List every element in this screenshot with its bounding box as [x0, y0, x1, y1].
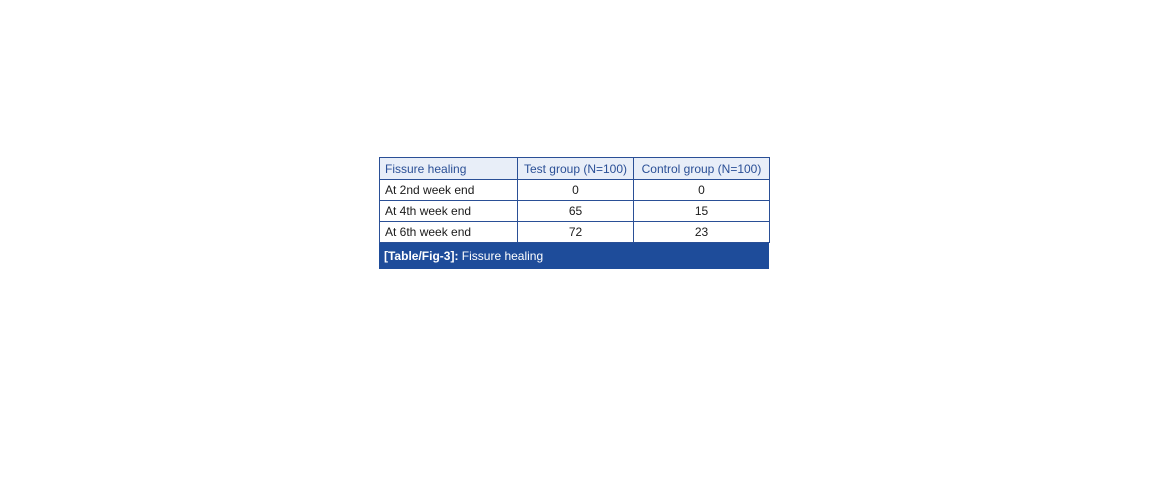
fissure-healing-table-figure	[379, 157, 769, 269]
caption-text: Fissure healing	[458, 249, 544, 263]
header-test-group: Test group (N=100)	[518, 158, 634, 180]
test-group-value: 72	[518, 222, 634, 243]
table-row	[380, 201, 770, 222]
table-header-row	[380, 158, 770, 180]
test-group-value: 65	[518, 201, 634, 222]
row-label: At 4th week end	[380, 201, 518, 222]
test-group-value: 0	[518, 180, 634, 201]
header-control-group: Control group (N=100)	[634, 158, 770, 180]
control-group-value: 0	[634, 180, 770, 201]
fissure-healing-table	[379, 157, 770, 243]
table-row	[380, 222, 770, 243]
row-label: At 2nd week end	[380, 180, 518, 201]
table-caption	[379, 243, 769, 269]
control-group-value: 15	[634, 201, 770, 222]
control-group-value: 23	[634, 222, 770, 243]
table-row	[380, 180, 770, 201]
row-label: At 6th week end	[380, 222, 518, 243]
header-fissure-healing: Fissure healing	[380, 158, 518, 180]
caption-label: [Table/Fig-3]:	[384, 249, 459, 263]
